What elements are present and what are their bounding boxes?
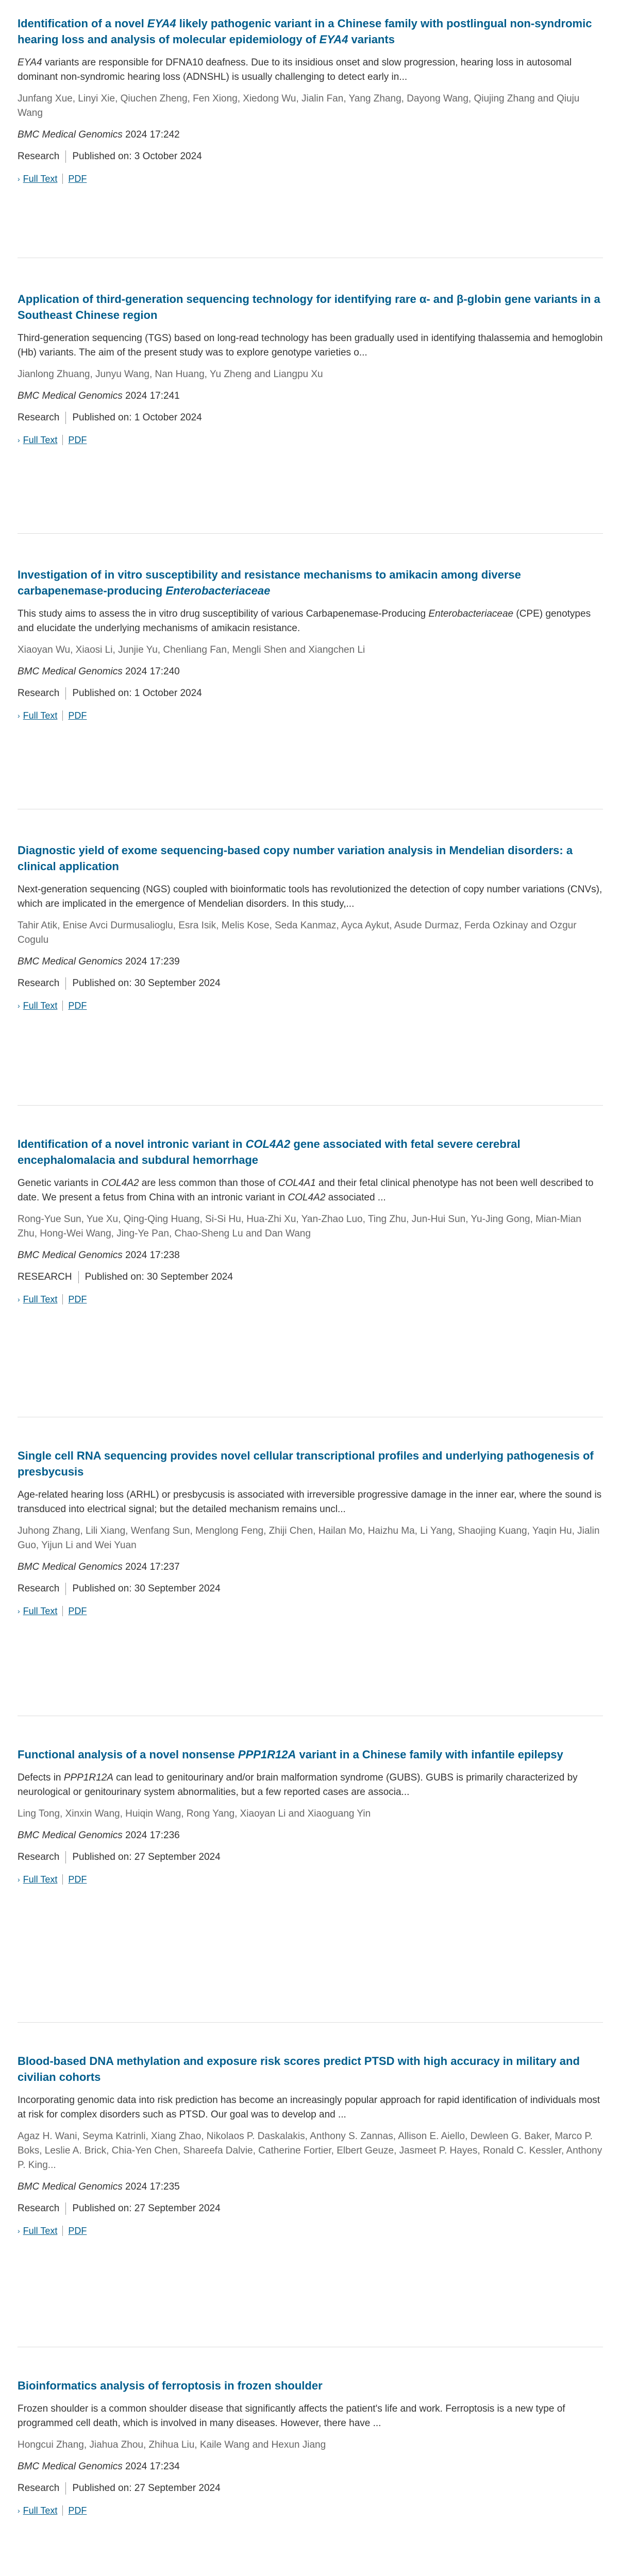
title-segment: PPP1R12A	[238, 1748, 296, 1761]
full-text-link[interactable]: Full Text	[23, 1001, 58, 1011]
abstract-segment: associated ...	[325, 1192, 386, 1203]
article-type: Research	[18, 2483, 60, 2494]
article-authors: Jianlong Zhuang, Junyu Wang, Nan Huang, Yu Zheng and Liangpu Xu	[18, 369, 323, 380]
pdf-link[interactable]: PDF	[68, 2505, 87, 2516]
full-text-link[interactable]: Full Text	[23, 2505, 58, 2516]
journal-name: BMC Medical Genomics	[18, 1250, 123, 1261]
article-citation	[18, 128, 603, 142]
article-citation	[18, 955, 603, 969]
article-authors: Junfang Xue, Linyi Xie, Qiuchen Zheng, Fen Xiong, Xiedong Wu, Jialin Fan, Yang Zhang, Dayong Wang, Qiujing Zhang and Qiuju Wang	[18, 93, 580, 118]
published-date: Published on: 30 September 2024	[72, 1583, 221, 1594]
article-abstract	[18, 1488, 603, 1517]
article-links	[18, 999, 603, 1012]
article-meta	[18, 2481, 603, 2496]
article-content	[18, 842, 603, 1012]
article-title	[18, 1448, 603, 1480]
chevron-right-icon: ›	[18, 1295, 20, 1303]
chevron-right-icon: ›	[18, 711, 20, 720]
article-links	[18, 2224, 603, 2238]
chevron-right-icon: ›	[18, 1875, 20, 1884]
abstract-segment: COL4A1	[278, 1178, 316, 1189]
abstract-segment: EYA4	[18, 57, 42, 68]
title-segment: EYA4	[319, 33, 348, 46]
article-type: Research	[18, 1852, 60, 1862]
article-title-link[interactable]	[18, 1748, 563, 1761]
chevron-right-icon: ›	[18, 1607, 20, 1615]
article-title	[18, 1136, 603, 1168]
pdf-link[interactable]: PDF	[68, 1606, 87, 1616]
article-divider	[18, 533, 603, 534]
article-title-link[interactable]	[18, 293, 600, 321]
article-content	[18, 2053, 603, 2238]
article-abstract	[18, 883, 603, 911]
chevron-right-icon: ›	[18, 1002, 20, 1010]
article-item	[0, 15, 637, 185]
meta-divider	[65, 1583, 66, 1595]
title-segment: Single cell RNA sequencing provides novel cellular transcriptional profiles and underlying pathogenesis of presbycusis	[18, 1449, 594, 1478]
article-type: Research	[18, 978, 60, 989]
pdf-link[interactable]: PDF	[68, 174, 87, 184]
title-segment: Investigation of in vitro susceptibility and resistance mechanisms to amikacin among diverse carbapenemase-producing	[18, 568, 521, 597]
published-date: Published on: 27 September 2024	[72, 2203, 221, 2214]
title-segment: Identification of a novel intronic variant in	[18, 1138, 246, 1150]
article-title	[18, 567, 603, 599]
meta-divider	[65, 687, 66, 700]
published-date: Published on: 3 October 2024	[72, 151, 202, 162]
title-segment: Bioinformatics analysis of ferroptosis in frozen shoulder	[18, 2379, 323, 2392]
pdf-link[interactable]: PDF	[68, 1874, 87, 1885]
article-authors: Juhong Zhang, Lili Xiang, Wenfang Sun, Menglong Feng, Zhiji Chen, Hailan Mo, Haizhu Ma, Li Yang, Shaojing Kuang, Yaqin Hu, Jialin Guo, Yijun Li and Wei Yuan	[18, 1526, 600, 1551]
volume-article-number: 2024 17:235	[122, 2181, 180, 2192]
abstract-segment: Age-related hearing loss (ARHL) or presbycusis is associated with irreversible progressive damage in the inner ear, where the sound is transduced into electrical signal; but the detailed mechanism remains uncl...	[18, 1489, 602, 1515]
meta-divider	[65, 1851, 66, 1863]
article-links	[18, 433, 603, 447]
abstract-segment: Enterobacteriaceae	[428, 608, 514, 619]
article-citation	[18, 1560, 603, 1574]
article-item	[0, 567, 637, 722]
abstract-segment: COL4A2	[288, 1192, 326, 1203]
abstract-segment: Defects in	[18, 1772, 64, 1783]
article-title-link[interactable]	[18, 2055, 580, 2083]
journal-name: BMC Medical Genomics	[18, 2181, 123, 2192]
title-segment: Application of third-generation sequencing technology for identifying rare α- and β-globin gene variants in a Southeast Chinese region	[18, 293, 600, 321]
article-type: RESEARCH	[18, 1272, 72, 1282]
abstract-segment: PPP1R12A	[63, 1772, 113, 1783]
published-date: Published on: 1 October 2024	[72, 688, 202, 699]
article-abstract	[18, 2093, 603, 2122]
journal-name: BMC Medical Genomics	[18, 2461, 123, 2472]
journal-name: BMC Medical Genomics	[18, 391, 123, 401]
article-abstract	[18, 1176, 603, 1205]
article-type: Research	[18, 151, 60, 162]
title-segment: Diagnostic yield of exome sequencing-based copy number variation analysis in Mendelian disorders: a clinical application	[18, 844, 573, 873]
title-segment: likely pathogenic variant in a Chinese family with postlingual non-syndromic hearing loss and analysis of molecular epidemiology of	[18, 17, 592, 46]
title-segment: variant in a Chinese family with infantile epilepsy	[296, 1748, 563, 1761]
article-meta	[18, 2201, 603, 2216]
abstract-segment: Incorporating genomic data into risk prediction has become an increasingly popular approach for rapid identification of individuals most at risk for complex disorders such as PTSD. Our goal was to develop and ...	[18, 2095, 600, 2120]
article-citation	[18, 2180, 603, 2194]
journal-name: BMC Medical Genomics	[18, 666, 123, 677]
pdf-link[interactable]: PDF	[68, 435, 87, 445]
chevron-right-icon: ›	[18, 2227, 20, 2235]
link-divider	[62, 1606, 63, 1616]
volume-article-number: 2024 17:241	[122, 391, 180, 401]
abstract-segment: Next-generation sequencing (NGS) coupled with bioinformatic tools has revolutionized the detection of copy number variations (CNVs), which are implicated in the emergence of Mendelian disorders. In this study,...	[18, 884, 602, 909]
published-date: Published on: 1 October 2024	[72, 412, 202, 423]
article-item	[0, 1747, 637, 1886]
article-type: Research	[18, 2203, 60, 2214]
abstract-segment: This study aims to assess the in vitro drug susceptibility of various Carbapenemase-Producing	[18, 608, 429, 619]
article-abstract	[18, 2402, 603, 2431]
article-links	[18, 1293, 603, 1306]
volume-article-number: 2024 17:239	[122, 956, 180, 967]
pdf-link[interactable]: PDF	[68, 1001, 87, 1011]
article-title-link[interactable]	[18, 17, 592, 46]
article-meta	[18, 1582, 603, 1596]
abstract-segment: COL4A2	[101, 1178, 139, 1189]
title-segment: Functional analysis of a novel nonsense	[18, 1748, 238, 1761]
article-content	[18, 1747, 603, 1886]
journal-name: BMC Medical Genomics	[18, 1562, 123, 1572]
article-item	[0, 1136, 637, 1306]
article-links	[18, 709, 603, 722]
volume-article-number: 2024 17:242	[122, 129, 180, 140]
article-authors: Tahir Atik, Enise Avci Durmusalioglu, Esra Isik, Melis Kose, Seda Kanmaz, Ayca Aykut, Asude Durmaz, Ferda Ozkinay and Ozgur Cogulu	[18, 920, 577, 945]
abstract-segment: Genetic variants in	[18, 1178, 102, 1189]
article-authors: Xiaoyan Wu, Xiaosi Li, Junjie Yu, Chenliang Fan, Mengli Shen and Xiangchen Li	[18, 645, 365, 655]
article-content	[18, 1448, 603, 1618]
meta-divider	[65, 977, 66, 990]
article-meta	[18, 976, 603, 991]
article-item	[0, 2053, 637, 2238]
abstract-segment: and their fetal clinical phenotype has not been well described to date. We present a fetus from China with an intronic variant in	[18, 1178, 594, 1203]
volume-article-number: 2024 17:237	[122, 1562, 180, 1572]
link-divider	[62, 1874, 63, 1885]
meta-divider	[78, 1271, 79, 1283]
article-content	[18, 1136, 603, 1306]
article-content	[18, 291, 603, 447]
full-text-link[interactable]: Full Text	[23, 1606, 58, 1616]
article-title-link[interactable]	[18, 1138, 521, 1166]
article-title	[18, 1747, 603, 1762]
published-date: Published on: 30 September 2024	[85, 1272, 233, 1282]
volume-article-number: 2024 17:238	[122, 1250, 180, 1261]
meta-divider	[65, 2202, 66, 2215]
article-links	[18, 1873, 603, 1886]
article-title	[18, 842, 603, 874]
title-segment: COL4A2	[245, 1138, 291, 1150]
article-links	[18, 1604, 603, 1618]
chevron-right-icon: ›	[18, 436, 20, 444]
article-title-link[interactable]	[18, 1449, 594, 1478]
article-citation	[18, 1828, 603, 1843]
full-text-link[interactable]: Full Text	[23, 174, 58, 184]
article-type: Research	[18, 412, 60, 423]
published-date: Published on: 27 September 2024	[72, 2483, 221, 2494]
article-title	[18, 15, 603, 47]
article-abstract	[18, 331, 603, 360]
journal-name: BMC Medical Genomics	[18, 1830, 123, 1841]
article-item	[0, 291, 637, 447]
article-divider	[18, 1105, 603, 1106]
article-title-link[interactable]	[18, 2379, 323, 2392]
article-authors: Rong-Yue Sun, Yue Xu, Qing-Qing Huang, Si-Si Hu, Hua-Zhi Xu, Yan-Zhao Luo, Ting Zhu, Jun-Hui Sun, Yu-Jing Gong, Mian-Mian Zhu, Hong-Wei Wang, Jing-Ye Pan, Chao-Sheng Lu and Dan Wang	[18, 1214, 581, 1239]
article-divider	[18, 2022, 603, 2023]
article-authors: Ling Tong, Xinxin Wang, Huiqin Wang, Rong Yang, Xiaoyan Li and Xiaoguang Yin	[18, 1808, 371, 1819]
article-authors: Hongcui Zhang, Jiahua Zhou, Zhihua Liu, Kaile Wang and Hexun Jiang	[18, 2439, 326, 2450]
chevron-right-icon: ›	[18, 175, 20, 183]
volume-article-number: 2024 17:236	[122, 1830, 180, 1841]
article-authors: Agaz H. Wani, Seyma Katrinli, Xiang Zhao, Nikolaos P. Daskalakis, Anthony S. Zannas, Allison E. Aiello, Dewleen G. Baker, Marco P. Boks, Leslie A. Brick, Chia-Yen Chen, Shareefa Dalvie, Catherine Fortier, Elbert Geuze, Jasmeet P. Hayes, Ronald C. Kessler, Anthony P. King...	[18, 2131, 602, 2171]
article-type: Research	[18, 1583, 60, 1594]
article-abstract	[18, 1771, 603, 1800]
abstract-segment: (CPE) genotypes and elucidate the underlying mechanisms of amikacin resistance.	[18, 608, 591, 634]
link-divider	[62, 1294, 63, 1304]
pdf-link[interactable]: PDF	[68, 1294, 87, 1304]
article-title-link[interactable]	[18, 844, 573, 873]
abstract-segment: variants are responsible for DFNA10 deafness. Due to its insidious onset and slow progression, hearing loss in autosomal dominant non-syndromic hearing loss (ADNSHL) is usually challenging to detect early in...	[18, 57, 572, 82]
article-citation	[18, 2460, 603, 2474]
abstract-segment: Frozen shoulder is a common shoulder disease that significantly affects the patient's life and work. Ferroptosis is a new type of programmed cell death, which is involved in many diseases. However, there have ...	[18, 2403, 565, 2429]
title-segment: Blood-based DNA methylation and exposure risk scores predict PTSD with high accuracy in military and civilian cohorts	[18, 2055, 580, 2083]
article-type: Research	[18, 688, 60, 699]
article-citation	[18, 665, 603, 679]
article-meta	[18, 1850, 603, 1865]
title-segment: Identification of a novel	[18, 17, 147, 30]
article-title-link[interactable]	[18, 568, 521, 597]
link-divider	[62, 710, 63, 721]
full-text-link[interactable]: Full Text	[23, 2226, 58, 2236]
article-item	[0, 1448, 637, 1618]
chevron-right-icon: ›	[18, 2506, 20, 2515]
pdf-link[interactable]: PDF	[68, 2226, 87, 2236]
title-segment: EYA4	[147, 17, 176, 30]
abstract-segment: are less common than those of	[139, 1178, 278, 1189]
link-divider	[62, 2505, 63, 2516]
article-meta	[18, 411, 603, 425]
article-meta	[18, 149, 603, 164]
link-divider	[62, 174, 63, 184]
article-meta	[18, 686, 603, 701]
title-segment: gene associated with fetal severe cerebral encephalomalacia and subdural hemorrhage	[18, 1138, 521, 1166]
link-divider	[62, 1001, 63, 1011]
title-segment: variants	[348, 33, 395, 46]
article-item	[0, 842, 637, 1012]
article-meta	[18, 1270, 603, 1284]
article-citation	[18, 1248, 603, 1263]
article-links	[18, 172, 603, 185]
article-abstract	[18, 56, 603, 84]
abstract-segment: Third-generation sequencing (TGS) based on long-read technology has been gradually used in identifying thalassemia and hemoglobin (Hb) variants. The aim of the present study was to explore genotype varieties o...	[18, 333, 603, 358]
article-links	[18, 2504, 603, 2517]
article-title	[18, 291, 603, 323]
pdf-link[interactable]: PDF	[68, 710, 87, 721]
meta-divider	[65, 150, 66, 163]
article-citation	[18, 389, 603, 403]
article-title	[18, 2053, 603, 2085]
link-divider	[62, 2226, 63, 2236]
article-item	[0, 2378, 637, 2517]
link-divider	[62, 435, 63, 445]
full-text-link[interactable]: Full Text	[23, 1874, 58, 1885]
journal-name: BMC Medical Genomics	[18, 129, 123, 140]
full-text-link[interactable]: Full Text	[23, 435, 58, 445]
published-date: Published on: 27 September 2024	[72, 1852, 221, 1862]
article-title	[18, 2378, 603, 2394]
meta-divider	[65, 2482, 66, 2495]
volume-article-number: 2024 17:234	[122, 2461, 180, 2472]
article-content	[18, 15, 603, 185]
journal-name: BMC Medical Genomics	[18, 956, 123, 967]
volume-article-number: 2024 17:240	[122, 666, 180, 677]
meta-divider	[65, 412, 66, 424]
abstract-segment: can lead to genitourinary and/or brain malformation syndrome (GUBS). GUBS is primarily characterized by neurological or genitourinary system abnormalities, but a few reported cases are associa...	[18, 1772, 578, 1798]
full-text-link[interactable]: Full Text	[23, 1294, 58, 1304]
full-text-link[interactable]: Full Text	[23, 710, 58, 721]
title-segment: Enterobacteriaceae	[165, 584, 271, 597]
article-content	[18, 2378, 603, 2517]
published-date: Published on: 30 September 2024	[72, 978, 221, 989]
article-abstract	[18, 607, 603, 636]
article-content	[18, 567, 603, 722]
